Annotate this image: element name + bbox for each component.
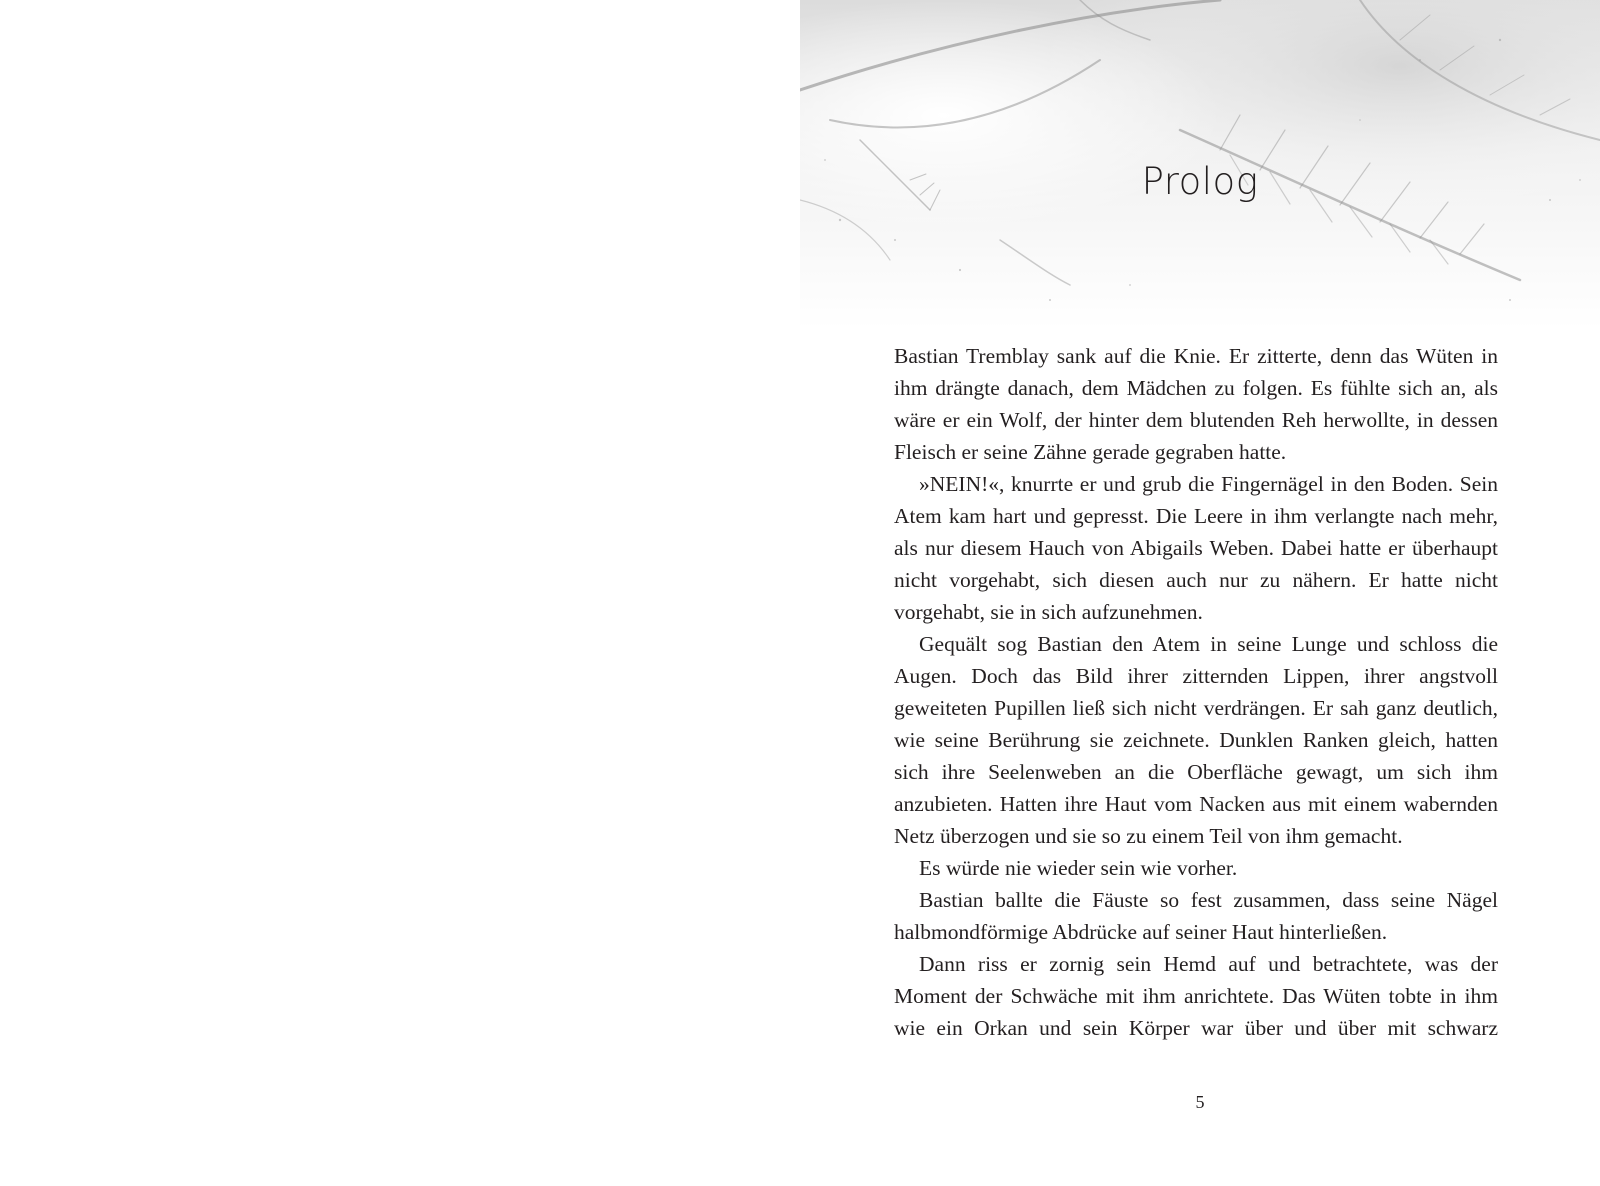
page-number: 5: [1195, 1092, 1205, 1112]
right-page: [800, 0, 1600, 1186]
paragraph: Bastian Tremblay sank auf die Knie. Er zitterte, denn das Wüten in ihm drängte danach, dem Mädchen zu folgen. Es fühlte sich an, als wäre er ein Wolf, der hinter dem blutenden Reh herwollte, in dessen Fleisch er seine Zähne gerade gegraben hatte.: [894, 344, 1498, 464]
paragraph: Es würde nie wieder sein wie vorher.: [919, 856, 1238, 880]
paragraph: »NEIN!«, knurrte er und grub die Fingernägel in den Boden. Sein Atem kam hart und gepresst. Die Leere in ihm verlangte nach mehr, als nur diesem Hauch von Abigails Weben. Dabei hatte er überhaupt nicht vorgehabt, sich diesen auch nur zu nähern. Er hatte nicht vorgehabt, sie in sich aufzunehmen.: [894, 472, 1498, 624]
paragraph: Gequält sog Bastian den Atem in seine Lunge und schloss die Augen. Doch das Bild ihrer zitternden Lippen, ihrer angstvoll geweiteten Pupillen ließ sich nicht verdrängen. Er sah ganz deutlich, wie seine Berührung sie zeichnete. Dunklen Ranken gleich, hatten sich ihre Seelenweben an die Oberfläche gewagt, um sich ihm anzubieten. Hatten ihre Haut vom Nacken aus mit einem wabernden Netz überzogen und sie so zu einem Teil von ihm gemacht.: [894, 632, 1498, 848]
body-text: [894, 340, 1498, 1044]
paragraph: Dann riss er zornig sein Hemd auf und betrachtete, was der Moment der Schwäche mit ihm anrichtete. Das Wüten tobte in ihm wie ein Orkan und sein Körper war über und über mit schwarz: [894, 952, 1498, 1040]
chapter-title: Prolog: [1141, 160, 1259, 203]
paragraph: Bastian ballte die Fäuste so fest zusammen, dass seine Nägel halbmondförmige Abdrücke auf seiner Haut hinterließen.: [894, 888, 1498, 944]
